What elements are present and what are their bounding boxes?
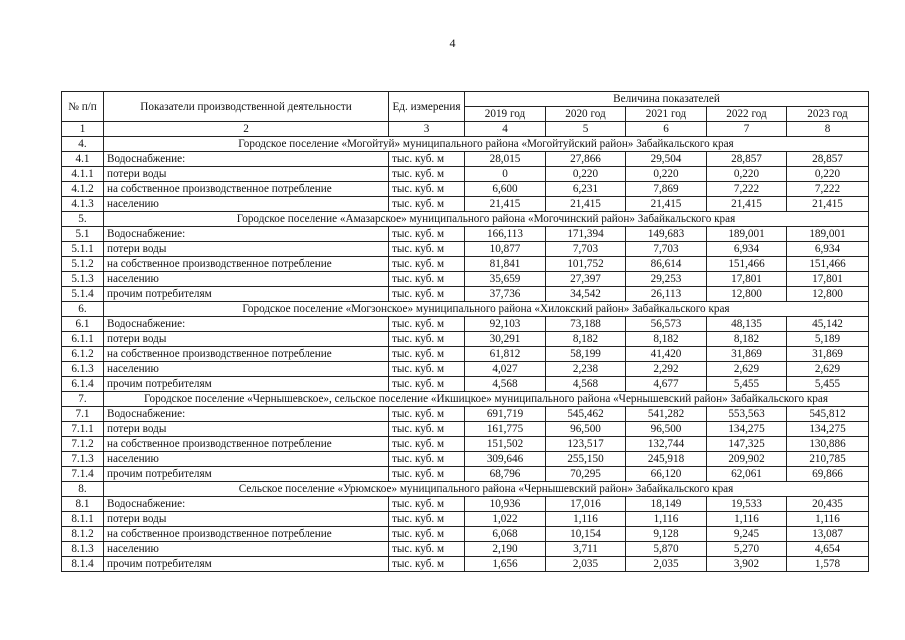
row-value: 5,270 <box>707 542 787 557</box>
row-value: 309,646 <box>465 452 546 467</box>
row-unit: тыс. куб. м <box>389 167 465 182</box>
row-number: 6.1 <box>62 317 104 332</box>
row-number: 5.1.1 <box>62 242 104 257</box>
col-number: 8 <box>787 122 869 137</box>
section-row <box>62 212 869 227</box>
row-unit: тыс. куб. м <box>389 197 465 212</box>
row-unit: тыс. куб. м <box>389 287 465 302</box>
table-row <box>62 527 869 542</box>
row-value: 29,253 <box>626 272 707 287</box>
row-unit: тыс. куб. м <box>389 227 465 242</box>
row-value: 151,466 <box>707 257 787 272</box>
row-value: 0,220 <box>626 167 707 182</box>
row-value: 130,886 <box>787 437 869 452</box>
row-value: 0,220 <box>707 167 787 182</box>
row-value: 2,292 <box>626 362 707 377</box>
row-indicator: населению <box>104 197 389 212</box>
row-indicator: потери воды <box>104 422 389 437</box>
row-unit: тыс. куб. м <box>389 467 465 482</box>
row-value: 4,027 <box>465 362 546 377</box>
row-value: 27,397 <box>546 272 626 287</box>
row-indicator: потери воды <box>104 332 389 347</box>
row-value: 17,801 <box>707 272 787 287</box>
row-value: 553,563 <box>707 407 787 422</box>
table-row <box>62 242 869 257</box>
row-unit: тыс. куб. м <box>389 512 465 527</box>
row-indicator: прочим потребителям <box>104 287 389 302</box>
row-value: 5,455 <box>707 377 787 392</box>
table-row <box>62 407 869 422</box>
row-indicator: Водоснабжение: <box>104 407 389 422</box>
row-indicator: потери воды <box>104 242 389 257</box>
row-value: 5,455 <box>787 377 869 392</box>
row-value: 18,149 <box>626 497 707 512</box>
section-title: Сельское поселение «Урюмское» муниципального района «Чернышевский район» Забайкальского края <box>104 482 869 497</box>
row-value: 123,517 <box>546 437 626 452</box>
row-unit: тыс. куб. м <box>389 242 465 257</box>
row-indicator: Водоснабжение: <box>104 317 389 332</box>
row-unit: тыс. куб. м <box>389 332 465 347</box>
section-number: 6. <box>62 302 104 317</box>
row-value: 101,752 <box>546 257 626 272</box>
row-value: 4,568 <box>465 377 546 392</box>
column-numbers-row <box>62 122 869 137</box>
table-row <box>62 167 869 182</box>
row-indicator: населению <box>104 362 389 377</box>
row-indicator: населению <box>104 272 389 287</box>
row-value: 7,869 <box>626 182 707 197</box>
table-row <box>62 347 869 362</box>
row-unit: тыс. куб. м <box>389 272 465 287</box>
col-number: 4 <box>465 122 546 137</box>
row-value: 7,703 <box>626 242 707 257</box>
row-value: 6,934 <box>707 242 787 257</box>
row-indicator: населению <box>104 452 389 467</box>
row-number: 5.1.3 <box>62 272 104 287</box>
section-row <box>62 302 869 317</box>
row-number: 6.1.2 <box>62 347 104 362</box>
row-value: 132,744 <box>626 437 707 452</box>
table-row <box>62 512 869 527</box>
col-number: 5 <box>546 122 626 137</box>
row-value: 66,120 <box>626 467 707 482</box>
table-row <box>62 332 869 347</box>
row-number: 8.1.4 <box>62 557 104 572</box>
row-value: 2,035 <box>626 557 707 572</box>
row-indicator: на собственное производственное потребление <box>104 347 389 362</box>
row-value: 3,711 <box>546 542 626 557</box>
col-number: 6 <box>626 122 707 137</box>
row-value: 69,866 <box>787 467 869 482</box>
row-number: 6.1.1 <box>62 332 104 347</box>
row-value: 0,220 <box>546 167 626 182</box>
row-number: 8.1 <box>62 497 104 512</box>
table-row <box>62 452 869 467</box>
row-indicator: на собственное производственное потребление <box>104 437 389 452</box>
row-value: 2,629 <box>707 362 787 377</box>
row-indicator: на собственное производственное потребление <box>104 527 389 542</box>
row-value: 21,415 <box>707 197 787 212</box>
header-indicators: Показатели производственной деятельности <box>104 92 389 122</box>
row-value: 12,800 <box>787 287 869 302</box>
row-value: 2,190 <box>465 542 546 557</box>
header-year: 2022 год <box>707 107 787 122</box>
section-row <box>62 392 869 407</box>
row-value: 1,116 <box>707 512 787 527</box>
page-number: 4 <box>449 36 456 50</box>
row-indicator: Водоснабжение: <box>104 497 389 512</box>
row-value: 10,877 <box>465 242 546 257</box>
col-number: 7 <box>707 122 787 137</box>
row-unit: тыс. куб. м <box>389 422 465 437</box>
table-row <box>62 152 869 167</box>
header-year: 2020 год <box>546 107 626 122</box>
row-value: 9,128 <box>626 527 707 542</box>
row-number: 5.1 <box>62 227 104 242</box>
row-value: 41,420 <box>626 347 707 362</box>
row-value: 68,796 <box>465 467 546 482</box>
row-value: 21,415 <box>626 197 707 212</box>
row-indicator: прочим потребителям <box>104 467 389 482</box>
row-value: 7,222 <box>707 182 787 197</box>
row-value: 26,113 <box>626 287 707 302</box>
table-row <box>62 197 869 212</box>
row-value: 20,435 <box>787 497 869 512</box>
row-number: 6.1.4 <box>62 377 104 392</box>
row-unit: тыс. куб. м <box>389 452 465 467</box>
row-value: 21,415 <box>546 197 626 212</box>
row-unit: тыс. куб. м <box>389 362 465 377</box>
row-number: 7.1.1 <box>62 422 104 437</box>
row-value: 1,578 <box>787 557 869 572</box>
row-value: 28,857 <box>787 152 869 167</box>
header-row-1 <box>62 92 869 107</box>
row-unit: тыс. куб. м <box>389 257 465 272</box>
row-unit: тыс. куб. м <box>389 527 465 542</box>
row-number: 5.1.2 <box>62 257 104 272</box>
table-row <box>62 557 869 572</box>
col-number: 3 <box>389 122 465 137</box>
row-indicator: потери воды <box>104 167 389 182</box>
row-value: 255,150 <box>546 452 626 467</box>
row-value: 151,502 <box>465 437 546 452</box>
row-value: 1,022 <box>465 512 546 527</box>
row-value: 151,466 <box>787 257 869 272</box>
row-indicator: прочим потребителям <box>104 377 389 392</box>
row-value: 8,182 <box>546 332 626 347</box>
section-title: Городское поселение «Амазарское» муниципального района «Могочинский район» Забайкальского края <box>104 212 869 227</box>
row-value: 161,775 <box>465 422 546 437</box>
row-value: 61,812 <box>465 347 546 362</box>
row-value: 209,902 <box>707 452 787 467</box>
table-row <box>62 272 869 287</box>
row-value: 189,001 <box>707 227 787 242</box>
header-year: 2019 год <box>465 107 546 122</box>
row-unit: тыс. куб. м <box>389 542 465 557</box>
section-title: Городское поселение «Могойтуй» муниципального района «Могойтуйский район» Забайкальского края <box>104 137 869 152</box>
row-value: 3,902 <box>707 557 787 572</box>
row-value: 27,866 <box>546 152 626 167</box>
row-value: 6,068 <box>465 527 546 542</box>
table-row <box>62 467 869 482</box>
section-number: 7. <box>62 392 104 407</box>
section-row <box>62 137 869 152</box>
row-unit: тыс. куб. м <box>389 182 465 197</box>
section-title: Городское поселение «Могзонское» муниципального района «Хилокский район» Забайкальского края <box>104 302 869 317</box>
row-indicator: потери воды <box>104 512 389 527</box>
row-number: 7.1.4 <box>62 467 104 482</box>
row-value: 8,182 <box>707 332 787 347</box>
row-value: 96,500 <box>546 422 626 437</box>
header-year: 2023 год <box>787 107 869 122</box>
row-value: 31,869 <box>707 347 787 362</box>
row-value: 1,656 <box>465 557 546 572</box>
row-value: 81,841 <box>465 257 546 272</box>
row-value: 31,869 <box>787 347 869 362</box>
section-number: 4. <box>62 137 104 152</box>
row-value: 6,934 <box>787 242 869 257</box>
row-value: 35,659 <box>465 272 546 287</box>
row-value: 21,415 <box>465 197 546 212</box>
row-unit: тыс. куб. м <box>389 347 465 362</box>
row-value: 6,231 <box>546 182 626 197</box>
row-indicator: Водоснабжение: <box>104 152 389 167</box>
table-row <box>62 377 869 392</box>
row-value: 45,142 <box>787 317 869 332</box>
row-value: 28,015 <box>465 152 546 167</box>
row-value: 13,087 <box>787 527 869 542</box>
row-value: 4,677 <box>626 377 707 392</box>
row-indicator: прочим потребителям <box>104 557 389 572</box>
row-value: 7,222 <box>787 182 869 197</box>
row-number: 5.1.4 <box>62 287 104 302</box>
row-value: 73,188 <box>546 317 626 332</box>
row-value: 691,719 <box>465 407 546 422</box>
row-value: 4,654 <box>787 542 869 557</box>
table-row <box>62 497 869 512</box>
table-row <box>62 542 869 557</box>
row-indicator: на собственное производственное потребление <box>104 257 389 272</box>
row-number: 7.1 <box>62 407 104 422</box>
row-number: 7.1.3 <box>62 452 104 467</box>
row-unit: тыс. куб. м <box>389 152 465 167</box>
row-value: 62,061 <box>707 467 787 482</box>
row-value: 0,220 <box>787 167 869 182</box>
row-number: 4.1.2 <box>62 182 104 197</box>
table-row <box>62 422 869 437</box>
row-value: 92,103 <box>465 317 546 332</box>
row-number: 8.1.3 <box>62 542 104 557</box>
row-number: 4.1.1 <box>62 167 104 182</box>
section-title: Городское поселение «Чернышевское», сельское поселение «Икшицкое» муниципального района «Чернышевский район» Забайкальского края <box>104 392 869 407</box>
row-value: 29,504 <box>626 152 707 167</box>
header-year: 2021 год <box>626 107 707 122</box>
row-value: 5,189 <box>787 332 869 347</box>
row-value: 545,812 <box>787 407 869 422</box>
row-value: 37,736 <box>465 287 546 302</box>
row-value: 2,629 <box>787 362 869 377</box>
row-value: 171,394 <box>546 227 626 242</box>
col-number: 2 <box>104 122 389 137</box>
row-value: 245,918 <box>626 452 707 467</box>
row-value: 58,199 <box>546 347 626 362</box>
row-unit: тыс. куб. м <box>389 377 465 392</box>
row-value: 166,113 <box>465 227 546 242</box>
row-number: 7.1.2 <box>62 437 104 452</box>
row-value: 4,568 <box>546 377 626 392</box>
row-value: 134,275 <box>787 422 869 437</box>
table-row <box>62 437 869 452</box>
row-value: 1,116 <box>787 512 869 527</box>
table-row <box>62 182 869 197</box>
row-value: 21,415 <box>787 197 869 212</box>
row-unit: тыс. куб. м <box>389 437 465 452</box>
row-value: 17,016 <box>546 497 626 512</box>
header-num: № п/п <box>62 92 104 122</box>
row-value: 48,135 <box>707 317 787 332</box>
indicators-table <box>61 91 869 572</box>
section-row <box>62 482 869 497</box>
table-row <box>62 287 869 302</box>
row-indicator: на собственное производственное потребление <box>104 182 389 197</box>
row-value: 7,703 <box>546 242 626 257</box>
row-unit: тыс. куб. м <box>389 497 465 512</box>
row-value: 2,238 <box>546 362 626 377</box>
row-indicator: Водоснабжение: <box>104 227 389 242</box>
row-value: 34,542 <box>546 287 626 302</box>
row-value: 545,462 <box>546 407 626 422</box>
row-value: 147,325 <box>707 437 787 452</box>
row-number: 8.1.1 <box>62 512 104 527</box>
row-value: 17,801 <box>787 272 869 287</box>
table-row <box>62 227 869 242</box>
row-number: 6.1.3 <box>62 362 104 377</box>
table-row <box>62 362 869 377</box>
row-unit: тыс. куб. м <box>389 407 465 422</box>
table-row <box>62 317 869 332</box>
row-value: 1,116 <box>626 512 707 527</box>
row-value: 70,295 <box>546 467 626 482</box>
row-value: 6,600 <box>465 182 546 197</box>
section-number: 5. <box>62 212 104 227</box>
row-value: 134,275 <box>707 422 787 437</box>
header-unit: Ед. измерения <box>389 92 465 122</box>
row-value: 5,870 <box>626 542 707 557</box>
row-value: 9,245 <box>707 527 787 542</box>
row-value: 2,035 <box>546 557 626 572</box>
table-row <box>62 257 869 272</box>
row-indicator: населению <box>104 542 389 557</box>
col-number: 1 <box>62 122 104 137</box>
row-value: 86,614 <box>626 257 707 272</box>
row-number: 8.1.2 <box>62 527 104 542</box>
row-value: 8,182 <box>626 332 707 347</box>
row-value: 189,001 <box>787 227 869 242</box>
row-value: 56,573 <box>626 317 707 332</box>
row-value: 149,683 <box>626 227 707 242</box>
row-value: 1,116 <box>546 512 626 527</box>
row-number: 4.1 <box>62 152 104 167</box>
header-values: Величина показателей <box>465 92 869 107</box>
row-value: 10,936 <box>465 497 546 512</box>
row-unit: тыс. куб. м <box>389 557 465 572</box>
row-value: 10,154 <box>546 527 626 542</box>
row-value: 0 <box>465 167 546 182</box>
row-number: 4.1.3 <box>62 197 104 212</box>
row-value: 19,533 <box>707 497 787 512</box>
row-value: 30,291 <box>465 332 546 347</box>
section-number: 8. <box>62 482 104 497</box>
row-value: 210,785 <box>787 452 869 467</box>
row-value: 96,500 <box>626 422 707 437</box>
row-value: 12,800 <box>707 287 787 302</box>
row-unit: тыс. куб. м <box>389 317 465 332</box>
row-value: 541,282 <box>626 407 707 422</box>
row-value: 28,857 <box>707 152 787 167</box>
